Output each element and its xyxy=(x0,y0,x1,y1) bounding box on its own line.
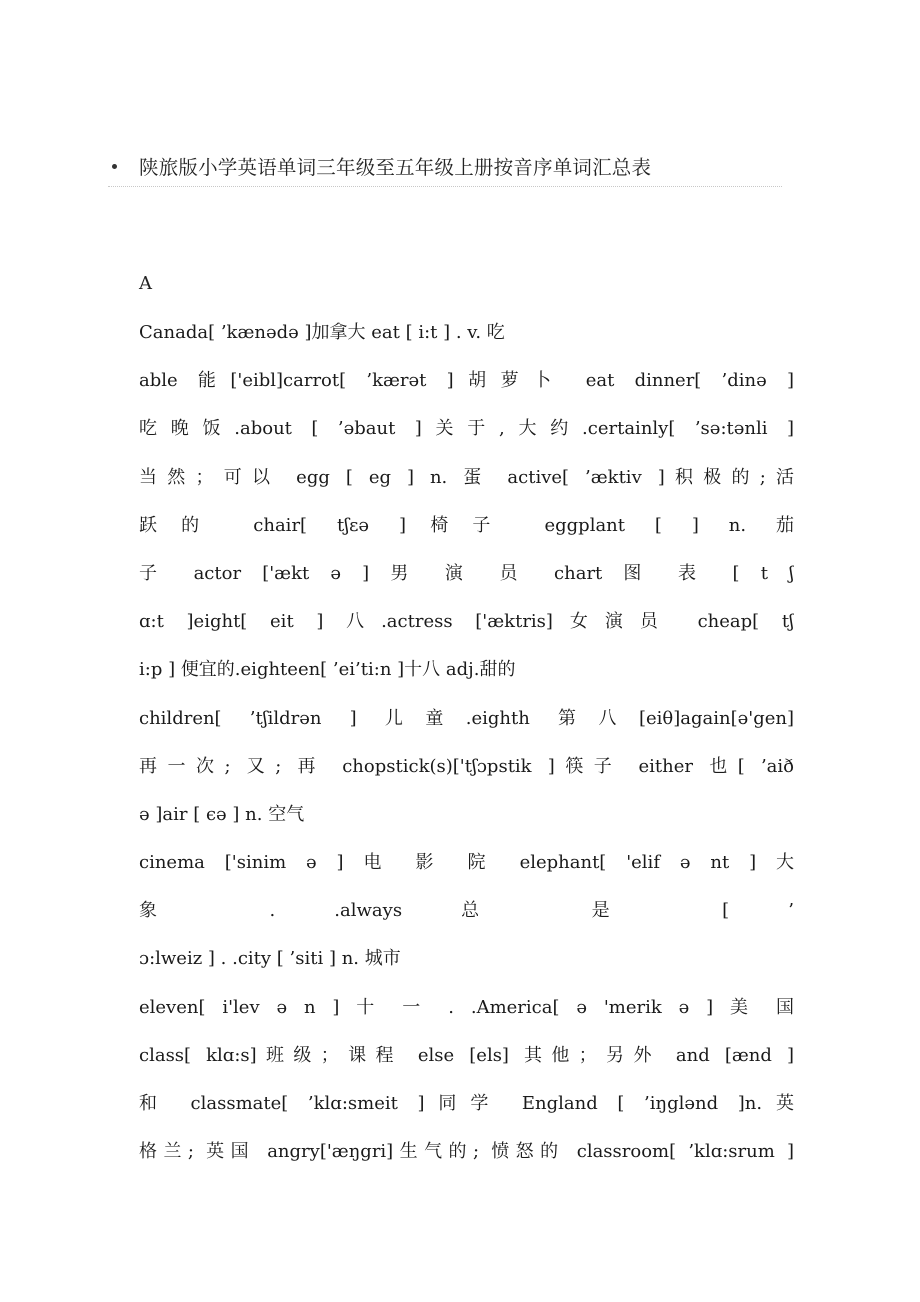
vocabulary-line: 跃的 chair[ tʃεə ]椅子 eggplant [ ] n. 茄 xyxy=(139,514,794,536)
document-title: 陕旅版小学英语单词三年级至五年级上册按音序单词汇总表 xyxy=(139,156,652,179)
vocabulary-line: ɑ:t ]eight[ eit ] 八.actress ['æktris]女演员 cheap[ tʃ xyxy=(139,611,794,633)
vocabulary-line: eleven[ i'lev ə n ] 十 一 . .America[ ə 'merik ə ] 美 国 xyxy=(139,996,794,1018)
vocabulary-line: ə ]air [ єə ] n. 空气 xyxy=(139,803,305,825)
vocabulary-line: 象 . .always 总 是 [ ’ xyxy=(139,900,794,922)
vocabulary-line: 和 classmate[ ’klɑ:smeit ]同学 England [ ’iŋglənd ]n.英 xyxy=(139,1093,794,1114)
vocabulary-line: 格兰; 英国 angry['æŋgri]生气的; 愤怒的 classroom[ ’klɑ:srum ] xyxy=(139,1141,794,1163)
vocabulary-line: 再一次; 又; 再 chopstick(s)['tʃɔpstik ]筷子 either 也[ ’aið xyxy=(139,755,794,777)
vocabulary-line: Canada[ ’kænədə ]加拿大 eat [ i:t ] . v. 吃 xyxy=(139,322,505,343)
vocabulary-line: i:p ] 便宜的.eighteen[ ’ei’ti:n ]十八 adj.甜的 xyxy=(139,659,516,681)
vocabulary-line: cinema ['sinim ə ] 电 影 院 elephant[ 'elif ə nt ] 大 xyxy=(139,852,794,874)
title-row xyxy=(108,150,782,187)
vocabulary-line: children[ ’tʃildrən ] 儿童.eighth 第八[eiθ]again[ə'gen] xyxy=(139,707,794,729)
vocabulary-line: class[ klɑ:s]班级；课程 else [els] 其他；另外 and [ænd ] xyxy=(139,1044,794,1066)
bullet-icon xyxy=(112,164,117,169)
vocabulary-body xyxy=(139,320,794,1187)
vocabulary-line: ɔ:lweiz ] . .city [ ’siti ] n. 城市 xyxy=(139,948,401,970)
vocabulary-line: able 能['eibl]carrot[ ’kærət ]胡萝卜 eat dinner[ ’dinə ] xyxy=(139,370,794,392)
vocabulary-line: 吃晚饭.about [ ’əbaut ]关于,大约.certainly[ ’sə:tənli ] xyxy=(139,418,794,440)
vocabulary-line: 当然；可以 egg [ eg ] n. 蛋 active[ ’æktiv ]积极的;活 xyxy=(139,466,794,488)
vocabulary-line: 子 actor ['ækt ə ] 男 演 员 chart 图 表 [ t ʃ xyxy=(139,562,794,584)
section-letter: A xyxy=(139,273,152,294)
